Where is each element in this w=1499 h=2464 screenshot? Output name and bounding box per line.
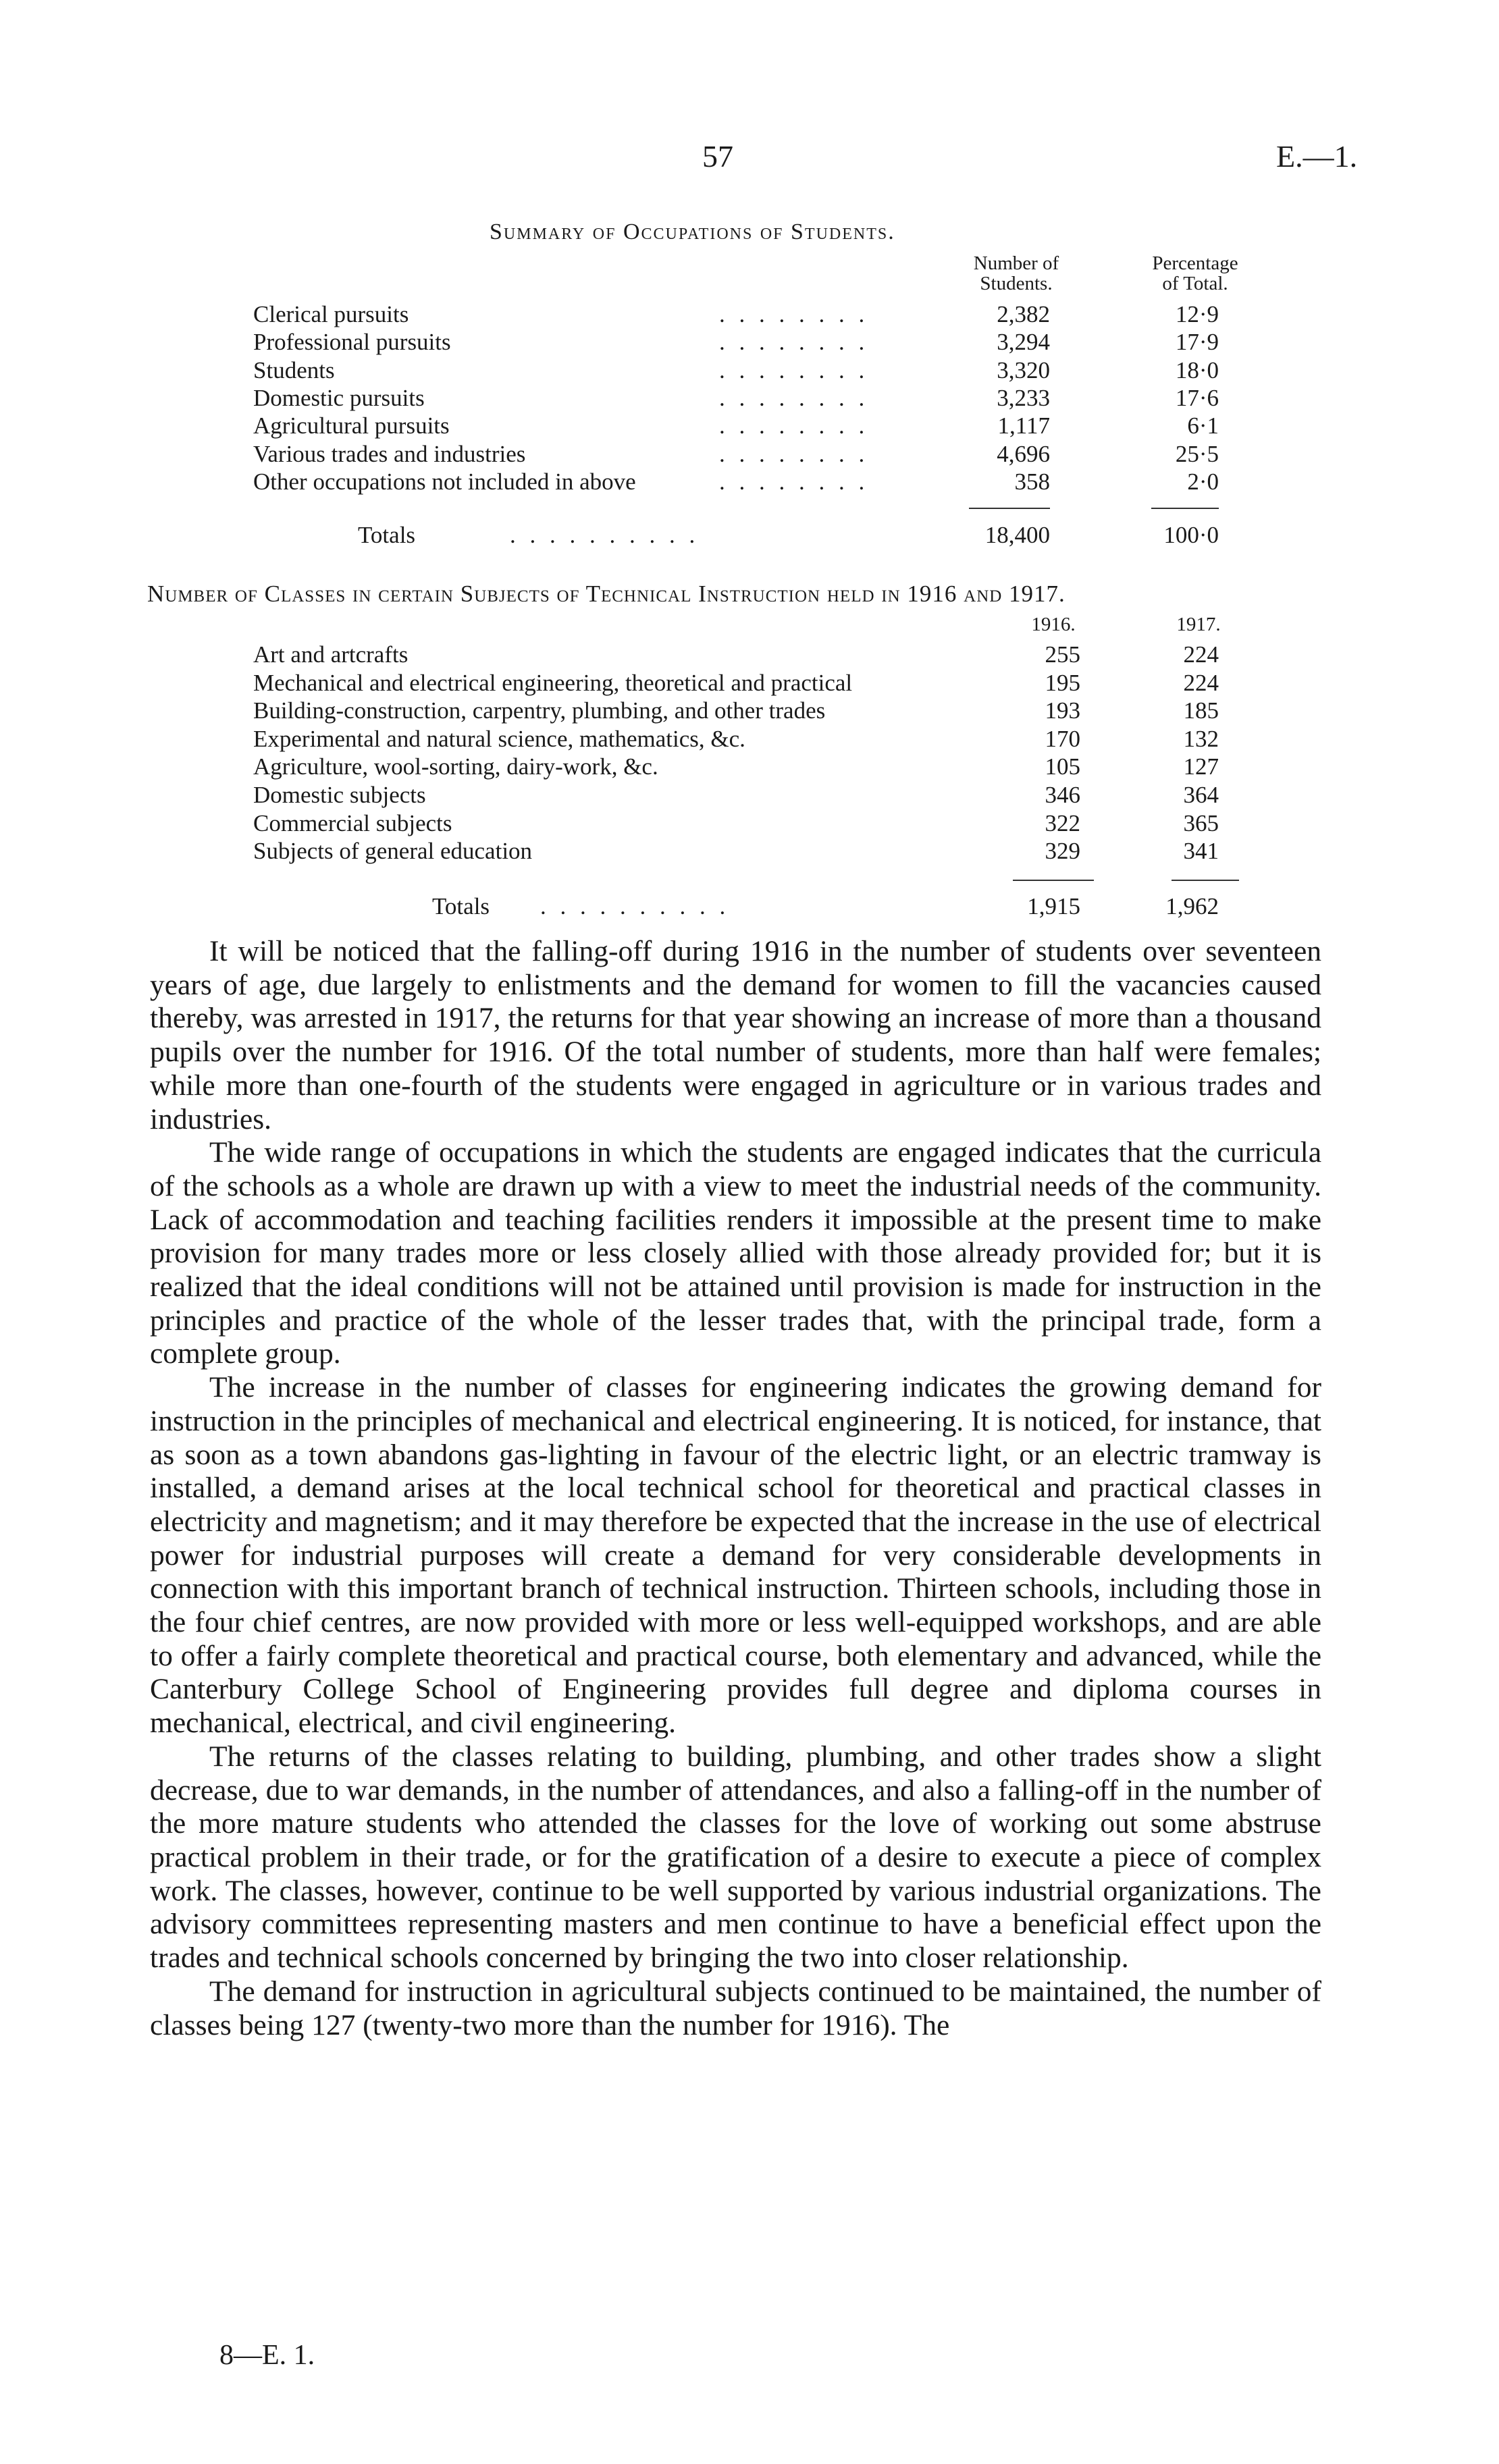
table-row — [0, 782, 1499, 809]
col-header-1916: 1916. — [1031, 614, 1076, 635]
row-label: Experimental and natural science, mathematics, &c. — [253, 725, 745, 752]
table-row — [0, 412, 1499, 439]
row-label: Professional pursuits — [253, 329, 451, 356]
number-cell: 3,320 — [997, 356, 1050, 383]
number-cell: 358 — [1014, 468, 1050, 495]
leader-dots: . . . . . . . . — [719, 301, 869, 327]
row-label: Other occupations not included in above — [253, 468, 636, 495]
paragraph: It will be noticed that the falling-off during 1916 in the number of students over seventeen years of age, due largely to enlistments and the demand for women to fill the vacancies caused thereby, was arrested in 1917, the returns for that year showing an increase of more than a thousand pupils over the number for 1916. Of the total number of students, more than half were females; while more than one-fourth of the students were engaged in agriculture or in various trades and industries. — [150, 935, 1321, 1135]
value-1917: 185 — [1183, 697, 1219, 724]
totals-row — [0, 522, 1499, 549]
row-label: Mechanical and electrical engineering, theoretical and practical — [253, 669, 853, 696]
totals-row — [0, 893, 1499, 920]
col-header-percent-line1: Percentage — [1152, 252, 1238, 274]
row-label: Domestic subjects — [253, 782, 426, 808]
row-label: Building-construction, carpentry, plumbing, and other trades — [253, 697, 826, 724]
table-row — [0, 441, 1499, 468]
value-1916: 329 — [1045, 838, 1080, 865]
page-number: 57 — [702, 139, 733, 173]
table-row — [0, 329, 1499, 356]
table-row — [0, 670, 1499, 697]
percent-cell: 17·9 — [1175, 329, 1219, 356]
totals-percent: 100·0 — [1163, 522, 1219, 548]
value-1917: 364 — [1183, 782, 1219, 808]
col-header-percent — [1121, 253, 1269, 294]
occupations-title: Summary of Occupations of Students. — [490, 219, 895, 244]
table-row — [0, 357, 1499, 384]
table-row — [0, 468, 1499, 496]
table-row — [0, 301, 1499, 328]
occupations-rule-percent — [1151, 508, 1219, 509]
leader-dots: . . . . . . . . — [719, 384, 869, 411]
number-cell: 2,382 — [997, 301, 1050, 327]
totals-label: Totals — [358, 522, 416, 548]
percent-cell: 18·0 — [1175, 356, 1219, 383]
totals-1917: 1,962 — [1165, 893, 1219, 919]
paragraph: The returns of the classes relating to building, plumbing, and other trades show a slight decrease, due to war demands, in the number of attendances, and also a falling-off in the number of the more mature students who attended the classes for the love of working out some abstruse practical problem in their trade, or for the gratification of a desire to execute a piece of complex work. The classes, however, continue to be well supported by various industrial organizations. The advisory committees representing masters and men continue to have a beneficial effect upon the trades and technical schools concerned by bringing the two into closer relationship. — [150, 1740, 1321, 1975]
row-label: Domestic pursuits — [253, 384, 425, 411]
value-1917: 224 — [1183, 641, 1219, 668]
document-code: E.—1. — [1276, 139, 1358, 173]
row-label: Agricultural pursuits — [253, 412, 450, 439]
value-1917: 365 — [1183, 809, 1219, 836]
paragraph: The wide range of occupations in which the students are engaged indicates that the curricula of the schools as a whole are drawn up with a view to meet the industrial needs of the community. Lack of accommodation and teaching facilities renders it impossible at the present time to make provision for many trades more or less closely allied with those already provided for; but it is realized that the ideal conditions will not be attained until provision is made for instruction in the principles and practice of the whole of the lesser trades that, with the principal trade, form a complete group. — [150, 1136, 1321, 1370]
value-1916: 193 — [1045, 697, 1080, 724]
col-header-number-line1: Number of — [973, 252, 1059, 274]
row-label: Students — [253, 356, 335, 383]
number-cell: 3,294 — [997, 329, 1050, 356]
row-label: Agriculture, wool-sorting, dairy-work, &c. — [253, 753, 658, 780]
leader-dots: . . . . . . . . — [719, 329, 869, 356]
value-1916: 255 — [1045, 641, 1080, 668]
percent-cell: 12·9 — [1175, 301, 1219, 327]
number-cell: 1,117 — [997, 412, 1050, 439]
value-1916: 105 — [1045, 753, 1080, 780]
value-1917: 341 — [1183, 838, 1219, 865]
occupations-rule-number — [969, 508, 1050, 509]
classes-rule-1917 — [1172, 880, 1239, 881]
value-1917: 224 — [1183, 669, 1219, 696]
percent-cell: 25·5 — [1175, 440, 1219, 467]
value-1916: 346 — [1045, 782, 1080, 808]
value-1917: 132 — [1183, 725, 1219, 752]
paragraph: The demand for instruction in agricultural subjects continued to be maintained, the number of classes being 127 (twenty-two more than the number for 1916). The — [150, 1975, 1321, 2041]
leader-dots: . . . . . . . . — [719, 356, 869, 383]
table-row — [0, 753, 1499, 780]
table-row — [0, 697, 1499, 724]
table-row — [0, 641, 1499, 668]
totals-label: Totals — [432, 893, 490, 919]
percent-cell: 2·0 — [1187, 468, 1219, 495]
col-header-number — [945, 253, 1087, 294]
paragraph: The increase in the number of classes for engineering indicates the growing demand for instruction in the principles of mechanical and electrical engineering. It is noticed, for instance, that as soon as a town abandons gas-lighting in favour of the electric light, or an electric tramway is installed, a demand arises at the local technical school for theoretical and practical classes in electricity and magnetism; and it may therefore be expected that the increase in the use of electrical power for industrial purposes will create a demand for very considerable developments in connection with this important branch of technical instruction. Thirteen schools, including those in the four chief centres, are now provided with more or less well-equipped workshops, and are able to offer a fairly complete theoretical and practical course, both elementary and advanced, while the Canterbury College School of Engineering provides full degree and diploma courses in mechanical, electrical, and civil engineering. — [150, 1371, 1321, 1740]
value-1916: 322 — [1045, 809, 1080, 836]
col-header-percent-line2: of Total. — [1162, 273, 1228, 294]
row-label: Art and artcrafts — [253, 641, 409, 668]
leader-dots: . . . . . . . . . . — [540, 893, 730, 919]
row-label: Clerical pursuits — [253, 301, 409, 327]
table-row — [0, 385, 1499, 412]
totals-number: 18,400 — [984, 522, 1050, 548]
classes-title: Number of Classes in certain Subjects of Technical Instruction held in 1916 and 1917. — [147, 581, 1066, 607]
leader-dots: . . . . . . . . — [719, 440, 869, 467]
classes-rule-1916 — [1013, 880, 1094, 881]
table-row — [0, 810, 1499, 837]
value-1916: 170 — [1045, 725, 1080, 752]
leader-dots: . . . . . . . . — [719, 468, 869, 495]
value-1917: 127 — [1183, 753, 1219, 780]
table-row — [0, 838, 1499, 865]
footer-signature: 8—E. 1. — [219, 2340, 315, 2371]
table-row — [0, 726, 1499, 753]
row-label: Various trades and industries — [253, 440, 526, 467]
number-cell: 3,233 — [997, 384, 1050, 411]
value-1916: 195 — [1045, 669, 1080, 696]
col-header-number-line2: Students. — [980, 273, 1053, 294]
col-header-1917: 1917. — [1176, 614, 1221, 635]
percent-cell: 6·1 — [1187, 412, 1219, 439]
body-text — [150, 935, 1321, 2042]
row-label: Subjects of general education — [253, 838, 533, 865]
row-label: Commercial subjects — [253, 809, 452, 836]
leader-dots: . . . . . . . . . . — [510, 522, 700, 548]
percent-cell: 17·6 — [1175, 384, 1219, 411]
leader-dots: . . . . . . . . — [719, 412, 869, 439]
number-cell: 4,696 — [997, 440, 1050, 467]
totals-1916: 1,915 — [1027, 893, 1080, 919]
